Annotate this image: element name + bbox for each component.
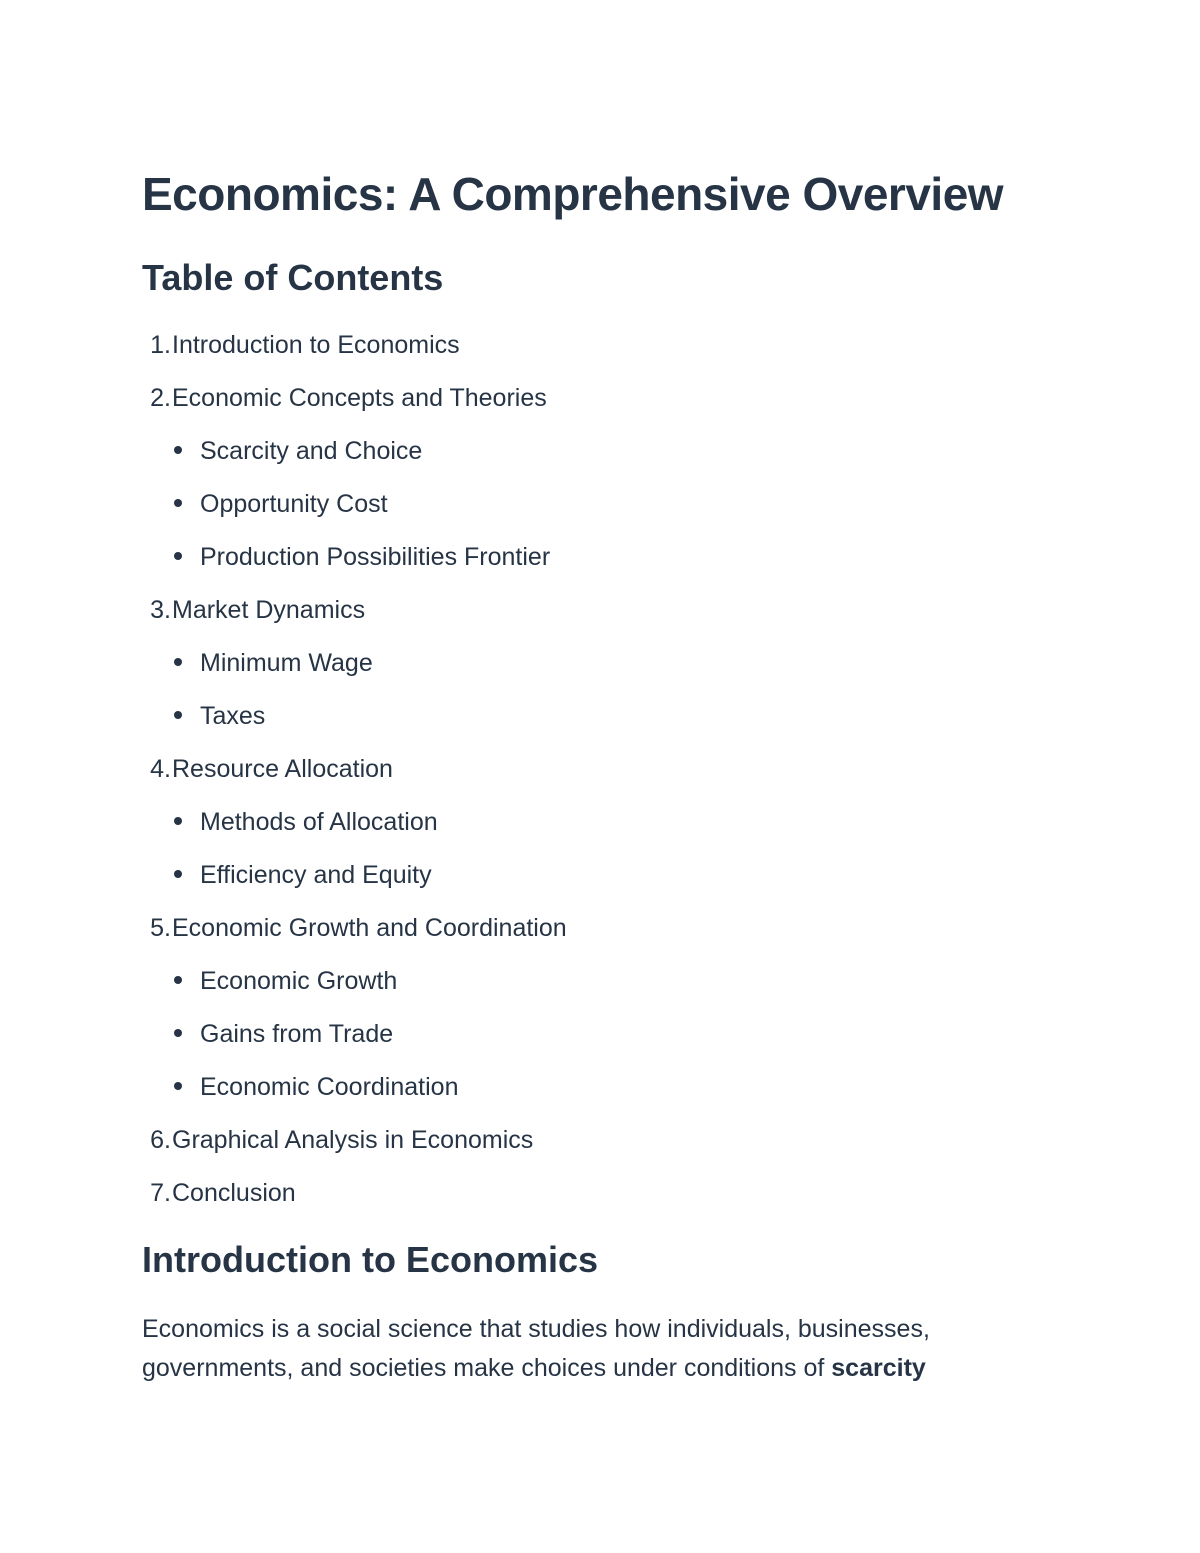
toc-item-label: Resource Allocation <box>172 755 393 783</box>
toc-subitem[interactable] <box>142 435 422 467</box>
toc-subitem[interactable] <box>142 1071 458 1103</box>
toc-item-label: Market Dynamics <box>172 596 366 624</box>
toc-item-number: 3. <box>150 596 171 624</box>
toc-item[interactable] <box>142 1177 296 1209</box>
toc-subitem[interactable] <box>142 806 438 838</box>
toc-subitem[interactable] <box>142 1018 393 1050</box>
toc-subitem-label: Economic Coordination <box>200 1073 459 1101</box>
toc-item[interactable] <box>142 329 460 361</box>
toc-subitem-label: Opportunity Cost <box>200 490 388 518</box>
toc-subitem[interactable] <box>142 647 373 679</box>
bullet-icon <box>174 446 182 454</box>
toc-subitem[interactable] <box>142 965 397 997</box>
toc-subitem[interactable] <box>142 859 432 891</box>
toc-item[interactable] <box>142 912 567 944</box>
toc-heading: Table of Contents <box>142 257 444 298</box>
toc-item-label: Economic Growth and Coordination <box>172 914 567 942</box>
toc-subitem-label: Production Possibilities Frontier <box>200 543 551 571</box>
toc-subitem[interactable] <box>142 700 265 732</box>
toc-item-number: 4. <box>150 755 171 783</box>
bullet-icon <box>174 870 182 878</box>
bullet-icon <box>174 817 182 825</box>
toc-item[interactable] <box>142 1124 533 1156</box>
toc-item-label: Graphical Analysis in Economics <box>172 1126 534 1154</box>
toc-subitem-label: Gains from Trade <box>200 1020 394 1048</box>
intro-bold-term: scarcity <box>831 1354 926 1382</box>
document-title: Economics: A Comprehensive Overview <box>142 168 1004 220</box>
bullet-icon <box>174 1082 182 1090</box>
toc-item-label: Introduction to Economics <box>172 331 460 359</box>
toc-subitem[interactable] <box>142 541 550 573</box>
toc-item[interactable] <box>142 753 393 785</box>
toc-subitem-label: Economic Growth <box>200 967 398 995</box>
toc-item-number: 2. <box>150 384 171 412</box>
toc-item-number: 7. <box>150 1179 171 1207</box>
bullet-icon <box>174 552 182 560</box>
bullet-icon <box>174 499 182 507</box>
section-heading-introduction: Introduction to Economics <box>142 1239 598 1280</box>
toc-item-label: Economic Concepts and Theories <box>172 384 547 412</box>
toc-item-number: 1. <box>150 331 171 359</box>
toc-subitem[interactable] <box>142 488 388 520</box>
toc-subitem-label: Scarcity and Choice <box>200 437 423 465</box>
toc-item-number: 6. <box>150 1126 171 1154</box>
toc-subitem-label: Efficiency and Equity <box>200 861 432 889</box>
toc-item-label: Conclusion <box>172 1179 296 1207</box>
bullet-icon <box>174 1029 182 1037</box>
toc-subitem-label: Taxes <box>200 702 266 730</box>
bullet-icon <box>174 711 182 719</box>
toc-subitem-label: Methods of Allocation <box>200 808 438 836</box>
toc-subitem-label: Minimum Wage <box>200 649 373 677</box>
intro-paragraph <box>142 1310 1042 1388</box>
toc-item[interactable] <box>142 382 547 414</box>
bullet-icon <box>174 976 182 984</box>
toc-item[interactable] <box>142 594 365 626</box>
bullet-icon <box>174 658 182 666</box>
intro-text: Economics is a social science that studies how individuals, businesses, governments, and societies make choices under conditions of <box>142 1315 930 1382</box>
toc-item-number: 5. <box>150 914 171 942</box>
